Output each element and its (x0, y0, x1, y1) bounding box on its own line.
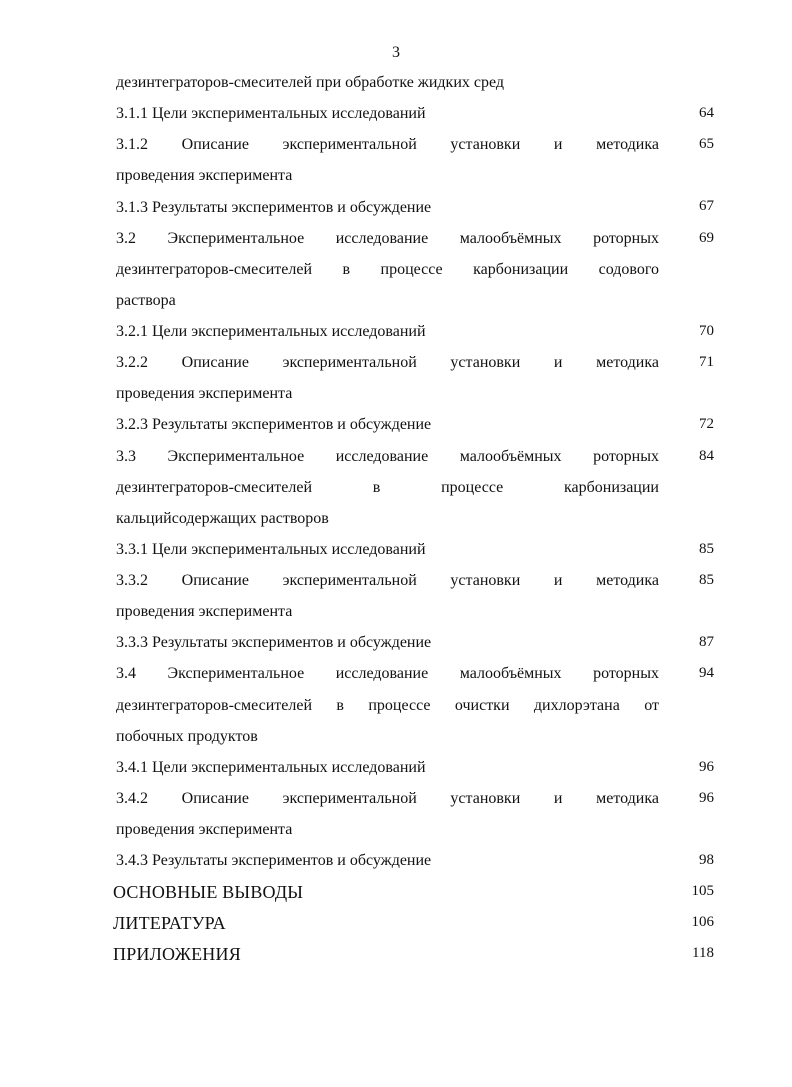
toc-line: проведения эксперимента (116, 167, 293, 184)
toc-entry-3-4-3: 3.4.3 Результаты экспериментов и обсуждение (116, 852, 432, 869)
toc-page-number: 65 (699, 136, 714, 152)
toc-line: дезинтеграторов-смесителей в процессе карбонизации (116, 479, 659, 496)
toc-line: проведения эксперимента (116, 603, 293, 620)
toc-page-number: 96 (699, 759, 714, 775)
toc-page-number: 70 (699, 323, 714, 339)
toc-entry-conclusions: ОСНОВНЫЕ ВЫВОДЫ (113, 882, 304, 902)
toc-line: кальцийсодержащих растворов (116, 510, 329, 527)
toc-page-number: 118 (692, 945, 714, 961)
toc-entry-3-2-2: 3.2.2 Описание экспериментальной установки и методика (116, 354, 659, 371)
toc-page-number: 106 (691, 914, 714, 930)
toc-entry-3-1-1: 3.1.1 Цели экспериментальных исследований (116, 105, 426, 122)
toc-entry-3-4: 3.4 Экспериментальное исследование малообъёмных роторных (116, 665, 659, 682)
toc-entry-3-2-1: 3.2.1 Цели экспериментальных исследований (116, 323, 426, 340)
toc-line: побочных продуктов (116, 728, 258, 745)
toc-page-number: 98 (699, 852, 714, 868)
toc-page-number: 71 (699, 354, 714, 370)
toc-entry-3-3-2: 3.3.2 Описание экспериментальной установки и методика (116, 572, 659, 589)
page-number: 3 (392, 44, 400, 61)
toc-entry-literature: ЛИТЕРАТУРА (113, 913, 226, 933)
toc-page-number: 64 (699, 105, 714, 121)
toc-entry-3-1-3: 3.1.3 Результаты экспериментов и обсуждение (116, 199, 432, 216)
toc-line: дезинтеграторов-смесителей в процессе очистки дихлорэтана от (116, 697, 659, 714)
toc-page-number: 105 (691, 883, 714, 899)
toc-entry-3-3: 3.3 Экспериментальное исследование малообъёмных роторных (116, 448, 659, 465)
toc-page-number: 72 (699, 416, 714, 432)
toc-entry-3-3-3: 3.3.3 Результаты экспериментов и обсуждение (116, 634, 432, 651)
toc-page-number: 85 (699, 572, 714, 588)
toc-line: раствора (116, 292, 176, 309)
toc-page-number: 87 (699, 634, 714, 650)
toc-line: дезинтеграторов-смесителей при обработке жидких сред (116, 74, 505, 91)
toc-entry-appendices: ПРИЛОЖЕНИЯ (113, 944, 241, 964)
toc-entry-3-2: 3.2 Экспериментальное исследование малообъёмных роторных (116, 230, 659, 247)
toc-page-number: 84 (699, 448, 714, 464)
toc-entry-3-4-2: 3.4.2 Описание экспериментальной установки и методика (116, 790, 659, 807)
toc-page-number: 69 (699, 230, 714, 246)
toc-line: проведения эксперимента (116, 821, 293, 838)
toc-line: проведения эксперимента (116, 385, 293, 402)
toc-entry-3-1-2: 3.1.2 Описание экспериментальной установки и методика (116, 136, 659, 153)
toc-page-number: 96 (699, 790, 714, 806)
toc-entry-3-2-3: 3.2.3 Результаты экспериментов и обсуждение (116, 416, 432, 433)
toc-line: дезинтеграторов-смесителей в процессе карбонизации содового (116, 261, 659, 278)
toc-entry-3-4-1: 3.4.1 Цели экспериментальных исследований (116, 759, 426, 776)
toc-entry-3-3-1: 3.3.1 Цели экспериментальных исследований (116, 541, 426, 558)
toc-page-number: 85 (699, 541, 714, 557)
toc-page-number: 94 (699, 665, 714, 681)
toc-page-number: 67 (699, 198, 714, 214)
